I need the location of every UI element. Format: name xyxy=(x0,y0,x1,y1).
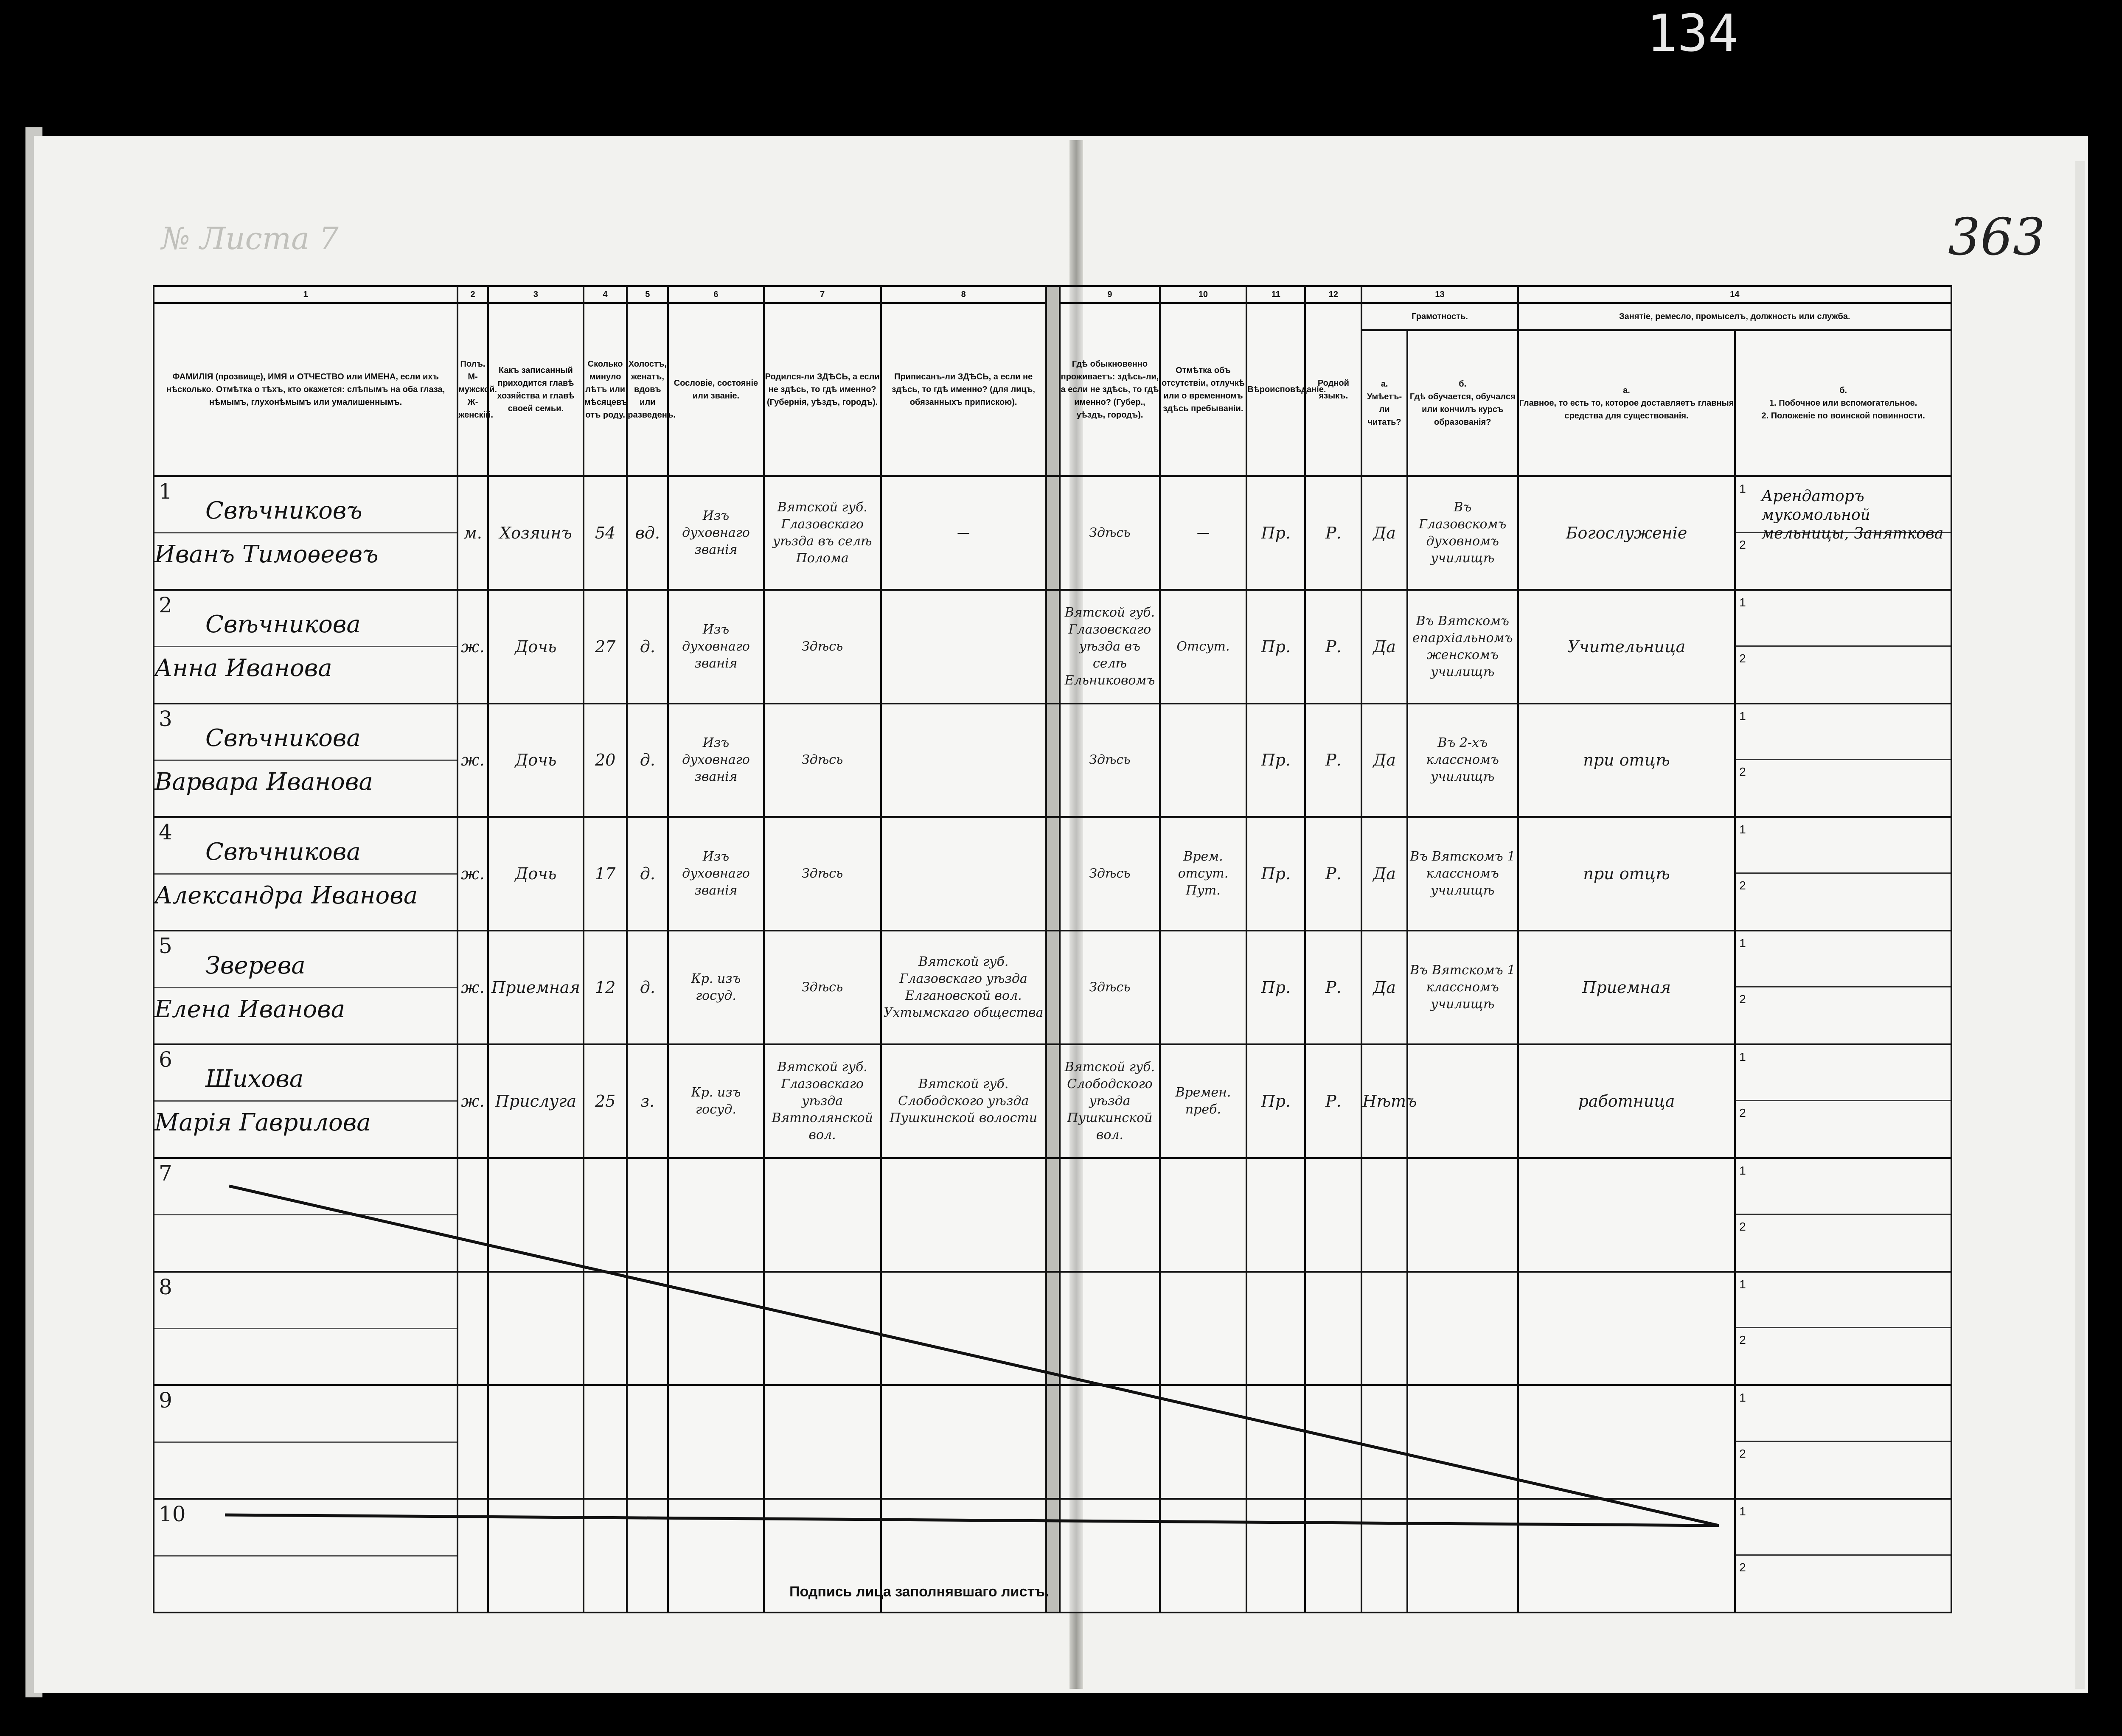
header-name: ФАМИЛІЯ (прозвище), ИМЯ и ОТЧЕСТВО или ИМЕНА, если ихъ нѣсколько. Отмѣтка о тѣхъ, кто окажется: слѣпымъ на оба глаза, нѣмымъ, глухонѣмымъ или умалишеннымъ. xyxy=(154,303,458,476)
occupation-subcell xyxy=(1736,1215,1951,1271)
occupation-text: Арендаторъ мукомольной мельницы, Заняткова xyxy=(1761,488,1944,542)
secondary-occupation-cell xyxy=(1735,1158,1951,1272)
header-language: Родной языкъ. xyxy=(1305,303,1361,476)
subheader-label: б. xyxy=(1839,386,1847,395)
fold-gap xyxy=(1046,1158,1060,1272)
subcell-index: 2 xyxy=(1739,765,1746,779)
occupation-subcell xyxy=(1736,1045,1951,1101)
estate-cell xyxy=(668,1385,763,1499)
main-occupation-cell: Приемная xyxy=(1518,931,1735,1044)
header-literacy: Грамотность. xyxy=(1361,303,1518,330)
row-number: 8 xyxy=(159,1274,172,1299)
occupation-subcell xyxy=(1736,477,1951,542)
occupation-subcell xyxy=(1736,818,1951,874)
sex-cell xyxy=(458,1272,488,1385)
secondary-occupation-cell xyxy=(1735,817,1951,931)
occupation-subcell xyxy=(1736,1556,1951,1612)
column-number: 7 xyxy=(764,286,881,303)
archive-number: 134 xyxy=(1647,4,1739,63)
absence-cell: Отсут. xyxy=(1160,590,1247,704)
occupation-subcell xyxy=(1736,1101,1951,1157)
marital-cell: д. xyxy=(627,704,668,817)
surname xyxy=(154,1442,457,1443)
absence-cell: Врем. отсут. Пут. xyxy=(1160,817,1247,931)
name-cell xyxy=(154,1272,458,1385)
subcell-index: 1 xyxy=(1739,595,1746,609)
given-name: Марія Гаврилова xyxy=(154,1109,371,1137)
census-rows xyxy=(154,476,1951,1613)
main-occupation-cell: работница xyxy=(1518,1044,1735,1158)
absence-cell xyxy=(1160,1158,1247,1272)
marital-cell: вд. xyxy=(627,476,668,590)
registration-cell xyxy=(881,817,1046,931)
header-age: Сколько минуло лѣтъ или мѣсяцевъ отъ роду. xyxy=(584,303,627,476)
occupation-subcell xyxy=(1736,533,1951,589)
secondary-occupation-cell xyxy=(1735,704,1951,817)
surname xyxy=(154,1214,457,1215)
row-number: 3 xyxy=(159,706,172,731)
occupation-subcell xyxy=(1736,1442,1951,1498)
subcell-index: 1 xyxy=(1739,1391,1746,1405)
column-number: 10 xyxy=(1160,286,1247,303)
main-occupation-cell xyxy=(1518,1385,1735,1499)
can-read-cell: Нѣтъ xyxy=(1361,1044,1407,1158)
birthplace-cell xyxy=(764,1158,881,1272)
estate-cell: Изъ духовнаго званія xyxy=(668,704,763,817)
marital-cell xyxy=(627,1385,668,1499)
occupation-subcell xyxy=(1736,1273,1951,1329)
row-number: 9 xyxy=(159,1388,172,1413)
column-number: 6 xyxy=(668,286,763,303)
relation-cell xyxy=(488,1272,584,1385)
occupation-subcell xyxy=(1736,591,1951,647)
birthplace-cell xyxy=(764,1272,881,1385)
occupation-subcell xyxy=(1736,874,1951,930)
age-cell xyxy=(584,1158,627,1272)
can-read-cell: Да xyxy=(1361,590,1407,704)
row-number: 10 xyxy=(159,1502,186,1527)
table-row xyxy=(154,931,1951,1044)
registration-cell xyxy=(881,1272,1046,1385)
given-name: Иванъ Тимоѳеевъ xyxy=(154,541,379,569)
occupation-subcell xyxy=(1736,1328,1951,1384)
language-cell xyxy=(1305,1158,1361,1272)
birthplace-cell: Вятской губ. Глазовскаго уѣзда Вятполянской вол. xyxy=(764,1044,881,1158)
age-cell: 20 xyxy=(584,704,627,817)
absence-cell xyxy=(1160,1272,1247,1385)
header-education xyxy=(1407,330,1518,476)
sex-cell: ж. xyxy=(458,817,488,931)
language-cell: Р. xyxy=(1305,704,1361,817)
estate-cell xyxy=(668,1272,763,1385)
can-read-cell xyxy=(1361,1158,1407,1272)
given-name: Варвара Иванова xyxy=(154,768,373,796)
column-number: 13 xyxy=(1361,286,1518,303)
header-sex: Полъ. М-мужской. Ж-женскій. xyxy=(458,303,488,476)
subheader-text: Умѣетъ-ли читать? xyxy=(1367,392,1402,427)
header-birthplace: Родился-ли ЗДѢСЬ, а если не здѣсь, то гдѣ именно? (Губернія, уѣздъ, городъ). xyxy=(764,303,881,476)
subcell-index: 1 xyxy=(1739,709,1746,723)
religion-cell: Пр. xyxy=(1246,931,1305,1044)
age-cell xyxy=(584,1272,627,1385)
table-row xyxy=(154,476,1951,590)
residence-cell xyxy=(1060,1385,1159,1499)
row-number: 6 xyxy=(159,1047,172,1072)
relation-cell: Приемная xyxy=(488,931,584,1044)
column-number-row xyxy=(154,286,1951,303)
sheet-number-label: № Листа 7 xyxy=(161,221,339,256)
column-number: 8 xyxy=(881,286,1046,303)
surname: Свѣчниковъ xyxy=(154,490,457,533)
education-cell: Въ Вятскомъ 1 классномъ училищѣ xyxy=(1407,931,1518,1044)
header-can-read xyxy=(1361,330,1407,476)
name-cell xyxy=(154,817,458,931)
row-number: 5 xyxy=(159,934,172,959)
surname: Шихова xyxy=(154,1058,457,1102)
age-cell: 27 xyxy=(584,590,627,704)
registration-cell xyxy=(881,1385,1046,1499)
marital-cell: д. xyxy=(627,931,668,1044)
age-cell xyxy=(584,1385,627,1499)
header-absence: Отмѣтка объ отсутствіи, отлучкѣ или о временномъ здѣсь пребываніи. xyxy=(1160,303,1247,476)
can-read-cell: Да xyxy=(1361,476,1407,590)
row-number: 2 xyxy=(159,592,172,617)
row-number: 4 xyxy=(159,820,172,845)
occupation-subcell xyxy=(1736,760,1951,816)
subheader-label: а. xyxy=(1623,386,1630,395)
subcell-index: 2 xyxy=(1739,1447,1746,1461)
fold-gap xyxy=(1046,1272,1060,1385)
marital-cell: д. xyxy=(627,817,668,931)
relation-cell: Хозяинъ xyxy=(488,476,584,590)
subcell-index: 2 xyxy=(1739,538,1746,551)
fold-gap xyxy=(1046,817,1060,931)
language-cell: Р. xyxy=(1305,931,1361,1044)
table-row xyxy=(154,704,1951,817)
column-number: 11 xyxy=(1246,286,1305,303)
age-cell: 54 xyxy=(584,476,627,590)
relation-cell: Дочь xyxy=(488,817,584,931)
estate-cell xyxy=(668,1499,763,1613)
subcell-index: 2 xyxy=(1739,993,1746,1006)
relation-cell xyxy=(488,1158,584,1272)
table-row xyxy=(154,1044,1951,1158)
registration-cell: Вятской губ. Глазовскаго уѣзда Елгановской вол. Ухтымскаго общества xyxy=(881,931,1046,1044)
column-number: 14 xyxy=(1518,286,1951,303)
fold-gap xyxy=(1046,1044,1060,1158)
estate-cell xyxy=(668,1158,763,1272)
language-cell: Р. xyxy=(1305,1044,1361,1158)
religion-cell xyxy=(1246,1499,1305,1613)
education-cell xyxy=(1407,1044,1518,1158)
language-cell: Р. xyxy=(1305,817,1361,931)
birthplace-cell: Здѣсь xyxy=(764,704,881,817)
surname: Свѣчникова xyxy=(154,603,457,647)
estate-cell: Изъ духовнаго званія xyxy=(668,590,763,704)
relation-cell: Дочь xyxy=(488,590,584,704)
main-occupation-cell xyxy=(1518,1499,1735,1613)
registration-cell xyxy=(881,590,1046,704)
header-residence: Гдѣ обыкновенно проживаетъ: здѣсь-ли, а если не здѣсь, то гдѣ именно? (Губер., уѣздъ, городъ). xyxy=(1060,303,1159,476)
occupation-subcell xyxy=(1736,1159,1951,1215)
subcell-index: 2 xyxy=(1739,1220,1746,1233)
table-row xyxy=(154,590,1951,704)
fold-gap xyxy=(1046,476,1060,590)
registration-cell xyxy=(881,704,1046,817)
can-read-cell: Да xyxy=(1361,817,1407,931)
residence-cell xyxy=(1060,1272,1159,1385)
subcell-index: 1 xyxy=(1739,823,1746,836)
fold-gap xyxy=(1046,1385,1060,1499)
subcell-index: 1 xyxy=(1739,937,1746,950)
subcell-index: 1 xyxy=(1739,1050,1746,1063)
fold-gap xyxy=(1046,931,1060,1044)
residence-cell: Здѣсь xyxy=(1060,476,1159,590)
religion-cell xyxy=(1246,1158,1305,1272)
header-marital: Холостъ, женатъ, вдовъ или разведенъ. xyxy=(627,303,668,476)
name-cell xyxy=(154,1499,458,1613)
column-number: 9 xyxy=(1060,286,1159,303)
residence-cell: Здѣсь xyxy=(1060,704,1159,817)
name-cell xyxy=(154,704,458,817)
marital-cell xyxy=(627,1499,668,1613)
birthplace-cell: Здѣсь xyxy=(764,931,881,1044)
age-cell: 17 xyxy=(584,817,627,931)
table-row xyxy=(154,817,1951,931)
language-cell xyxy=(1305,1385,1361,1499)
subcell-index: 2 xyxy=(1739,1333,1746,1347)
column-number: 4 xyxy=(584,286,627,303)
main-occupation-cell: при отцѣ xyxy=(1518,817,1735,931)
signature-label: Подпись лица заполнявшаго листъ. xyxy=(789,1584,1049,1600)
residence-cell: Здѣсь xyxy=(1060,931,1159,1044)
subheader-text: 1. Побочное или вспомогательное. xyxy=(1769,398,1917,408)
subcell-index: 1 xyxy=(1739,1164,1746,1177)
language-cell xyxy=(1305,1272,1361,1385)
absence-cell xyxy=(1160,1385,1247,1499)
can-read-cell xyxy=(1361,1272,1407,1385)
education-cell xyxy=(1407,1158,1518,1272)
birthplace-cell: Вятской губ. Глазовскаго уѣзда въ селѣ Полома xyxy=(764,476,881,590)
can-read-cell xyxy=(1361,1385,1407,1499)
fold-gap xyxy=(1046,590,1060,704)
column-number: 3 xyxy=(488,286,584,303)
education-cell: Въ Вятскомъ 1 классномъ училищѣ xyxy=(1407,817,1518,931)
language-cell xyxy=(1305,1499,1361,1613)
relation-cell xyxy=(488,1499,584,1613)
surname: Свѣчникова xyxy=(154,717,457,761)
birthplace-cell: Здѣсь xyxy=(764,590,881,704)
age-cell: 12 xyxy=(584,931,627,1044)
occupation-subcell xyxy=(1736,1500,1951,1556)
surname xyxy=(154,1555,457,1557)
census-table xyxy=(153,285,1952,1613)
fold-gap xyxy=(1046,286,1060,476)
secondary-occupation-cell xyxy=(1735,1385,1951,1499)
subheader-text: 2. Положеніе по воинской повинности. xyxy=(1761,411,1925,421)
name-cell xyxy=(154,476,458,590)
residence-cell xyxy=(1060,1158,1159,1272)
name-cell xyxy=(154,1158,458,1272)
subcell-index: 2 xyxy=(1739,1106,1746,1119)
fold-gap xyxy=(1046,704,1060,817)
absence-cell xyxy=(1160,931,1247,1044)
sex-cell: ж. xyxy=(458,590,488,704)
header-religion: Вѣроисповѣданіе. xyxy=(1246,303,1305,476)
subcell-index: 1 xyxy=(1739,482,1746,495)
birthplace-cell: Здѣсь xyxy=(764,817,881,931)
table-row xyxy=(154,1272,1951,1385)
header-occupation: Занятіе, ремесло, промыселъ, должность или служба. xyxy=(1518,303,1951,330)
residence-cell: Здѣсь xyxy=(1060,817,1159,931)
header-secondary-occupation xyxy=(1735,330,1951,476)
given-name: Елена Иванова xyxy=(154,995,345,1023)
can-read-cell: Да xyxy=(1361,931,1407,1044)
row-number: 7 xyxy=(159,1161,172,1186)
surname: Свѣчникова xyxy=(154,831,457,875)
header-main-occupation xyxy=(1518,330,1735,476)
subcell-index: 1 xyxy=(1739,1505,1746,1518)
education-cell: Въ Вятскомъ епархіальномъ женскомъ училищѣ xyxy=(1407,590,1518,704)
main-occupation-cell xyxy=(1518,1158,1735,1272)
absence-cell: Времен. преб. xyxy=(1160,1044,1247,1158)
residence-cell xyxy=(1060,1499,1159,1613)
subheader-label: а. xyxy=(1381,379,1388,389)
estate-cell: Кр. изъ госуд. xyxy=(668,931,763,1044)
surname: Зверева xyxy=(154,945,457,988)
main-occupation-cell xyxy=(1518,1272,1735,1385)
surname xyxy=(154,1328,457,1329)
main-occupation-cell: Учительница xyxy=(1518,590,1735,704)
residence-cell: Вятской губ. Глазовскаго уѣзда въ селѣ Ельниковомъ xyxy=(1060,590,1159,704)
secondary-occupation-cell xyxy=(1735,1044,1951,1158)
paper-edge xyxy=(2075,161,2085,1689)
subcell-index: 2 xyxy=(1739,879,1746,892)
secondary-occupation-cell xyxy=(1735,590,1951,704)
estate-cell: Изъ духовнаго званія xyxy=(668,817,763,931)
marital-cell: д. xyxy=(627,590,668,704)
given-name: Анна Иванова xyxy=(154,654,332,682)
sex-cell: ж. xyxy=(458,1044,488,1158)
table-row xyxy=(154,1385,1951,1499)
education-cell: Въ 2-хъ классномъ училищѣ xyxy=(1407,704,1518,817)
subheader-text: Гдѣ обучается, обучался или кончилъ курсъ образованія? xyxy=(1409,392,1516,427)
can-read-cell xyxy=(1361,1499,1407,1613)
secondary-occupation-cell xyxy=(1735,1499,1951,1613)
sex-cell: ж. xyxy=(458,704,488,817)
sex-cell xyxy=(458,1158,488,1272)
subcell-index: 1 xyxy=(1739,1277,1746,1291)
relation-cell: Дочь xyxy=(488,704,584,817)
secondary-occupation-cell xyxy=(1735,476,1951,590)
registration-cell xyxy=(881,1158,1046,1272)
name-cell xyxy=(154,1044,458,1158)
language-cell: Р. xyxy=(1305,590,1361,704)
occupation-subcell xyxy=(1736,1386,1951,1442)
estate-cell: Кр. изъ госуд. xyxy=(668,1044,763,1158)
name-cell xyxy=(154,931,458,1044)
can-read-cell: Да xyxy=(1361,704,1407,817)
language-cell: Р. xyxy=(1305,476,1361,590)
table-row xyxy=(154,1158,1951,1272)
secondary-occupation-cell xyxy=(1735,1272,1951,1385)
header-estate: Сословіе, состояніе или званіе. xyxy=(668,303,763,476)
secondary-occupation-cell xyxy=(1735,931,1951,1044)
age-cell xyxy=(584,1499,627,1613)
name-cell xyxy=(154,590,458,704)
sex-cell: м. xyxy=(458,476,488,590)
relation-cell xyxy=(488,1385,584,1499)
religion-cell xyxy=(1246,1272,1305,1385)
column-number: 2 xyxy=(458,286,488,303)
occupation-subcell xyxy=(1736,987,1951,1043)
religion-cell xyxy=(1246,1385,1305,1499)
religion-cell: Пр. xyxy=(1246,817,1305,931)
estate-cell: Изъ духовнаго званія xyxy=(668,476,763,590)
main-occupation-cell: Богослуженіе xyxy=(1518,476,1735,590)
absence-cell xyxy=(1160,1499,1247,1613)
registration-cell: — xyxy=(881,476,1046,590)
subheader-text: Главное, то есть то, которое доставляетъ главныя средства для существованія. xyxy=(1519,398,1734,421)
registration-cell: Вятской губ. Слободского уѣзда Пушкинской волости xyxy=(881,1044,1046,1158)
education-cell xyxy=(1407,1272,1518,1385)
subcell-index: 2 xyxy=(1739,651,1746,665)
education-cell xyxy=(1407,1385,1518,1499)
subheader-label: б. xyxy=(1459,379,1467,389)
row-number: 1 xyxy=(159,479,172,504)
page-number-stamp: 363 xyxy=(1948,208,2046,267)
marital-cell xyxy=(627,1272,668,1385)
absence-cell: — xyxy=(1160,476,1247,590)
header-relation: Какъ записанный приходится главѣ хозяйства и главѣ своей семьи. xyxy=(488,303,584,476)
sex-cell xyxy=(458,1499,488,1613)
residence-cell: Вятской губ. Слободского уѣзда Пушкинской вол. xyxy=(1060,1044,1159,1158)
birthplace-cell xyxy=(764,1385,881,1499)
religion-cell: Пр. xyxy=(1246,590,1305,704)
name-cell xyxy=(154,1385,458,1499)
occupation-subcell xyxy=(1736,647,1951,703)
education-cell xyxy=(1407,1499,1518,1613)
subcell-index: 2 xyxy=(1739,1561,1746,1574)
column-number: 12 xyxy=(1305,286,1361,303)
education-cell: Въ Глазовскомъ духовномъ училищѣ xyxy=(1407,476,1518,590)
main-occupation-cell: при отцѣ xyxy=(1518,704,1735,817)
age-cell: 25 xyxy=(584,1044,627,1158)
religion-cell: Пр. xyxy=(1246,1044,1305,1158)
occupation-subcell xyxy=(1736,931,1951,987)
sex-cell xyxy=(458,1385,488,1499)
marital-cell: з. xyxy=(627,1044,668,1158)
column-number: 1 xyxy=(154,286,458,303)
relation-cell: Прислуга xyxy=(488,1044,584,1158)
absence-cell xyxy=(1160,704,1247,817)
religion-cell: Пр. xyxy=(1246,704,1305,817)
marital-cell xyxy=(627,1158,668,1272)
header-registration: Приписанъ-ли ЗДѢСЬ, а если не здѣсь, то гдѣ именно? (для лицъ, обязанныхъ припискою). xyxy=(881,303,1046,476)
sex-cell: ж. xyxy=(458,931,488,1044)
given-name: Александра Иванова xyxy=(154,881,418,909)
religion-cell: Пр. xyxy=(1246,476,1305,590)
column-number: 5 xyxy=(627,286,668,303)
occupation-subcell xyxy=(1736,704,1951,760)
